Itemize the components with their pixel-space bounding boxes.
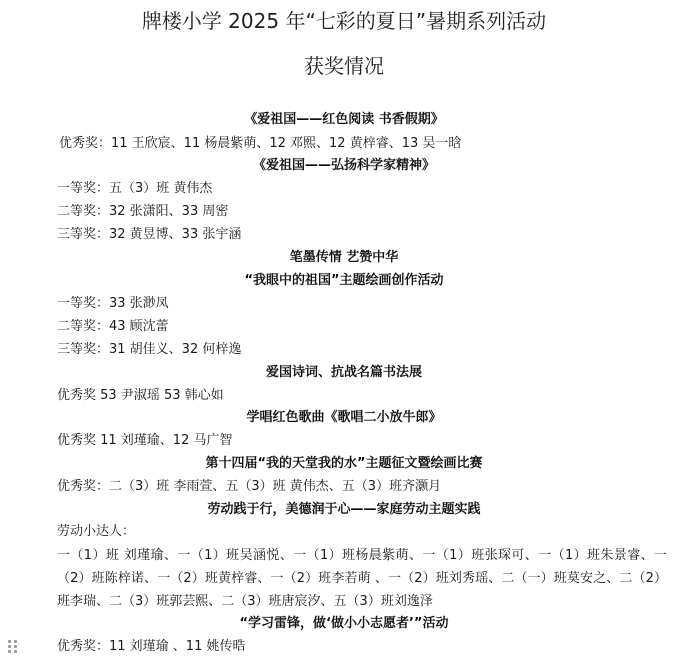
award-line: 优秀奖：11 王欣宸、11 杨晨紫萌、12 邓熙、12 黄梓睿、13 吴一晗 [59,136,462,151]
award-line: 劳动小达人： [57,524,136,539]
drag-handle-icon[interactable] [8,640,18,654]
award-line: 二等奖：32 张潇阳、33 周密 [57,204,229,219]
document-title: 牌楼小学 2025 年“七彩的夏日”暑期系列活动 [141,9,547,33]
section-heading-painting: “我眼中的祖国”主题绘画创作活动 [244,273,444,288]
section-heading-labor-practice: 劳动践于行，美德润于心——家庭劳动主题实践 [207,502,481,517]
award-line: 三等奖：31 胡佳义、32 何梓逸 [57,342,242,357]
award-paragraph: 一（1）班 刘瑾瑜、一（1）班吴涵悦、一（1）班杨晨紫萌、一（1）班张琛可、一（1）班朱景睿、一（2）班陈梓诺、一（2）班黄梓睿、一（2）班李若萌 、一（2）班刘秀瑶、二（一）班莫安之、二（2）班李瑞、二（3）班郭芸熙、二（3）班唐宸汐、五（3）班刘逸泽 [57,548,667,609]
section-heading-calligraphy-art: 笔墨传情 艺赞中华 [289,250,399,265]
award-line: 优秀奖：二（3）班 李雨萱、五（3）班 黄伟杰、五（3）班齐灏月 [57,479,442,494]
section-heading-science-spirit: 《爱祖国——弘扬科学家精神》 [252,158,435,173]
award-line: 二等奖：43 顾沈蕾 [57,319,169,334]
section-heading-red-songs: 学唱红色歌曲《歌唱二小放牛郎》 [246,410,442,425]
award-line: 三等奖：32 黄昱博、33 张宇涵 [57,227,242,242]
award-line: 一等奖：33 张渺凤 [57,296,169,311]
section-heading-essay-contest: 第十四届“我的天堂我的水”主题征文暨绘画比赛 [205,456,483,471]
section-heading-red-reading: 《爱祖国——红色阅读 书香假期》 [244,112,444,127]
award-line: 优秀奖 53 尹淑瑶 53 韩心如 [57,388,224,403]
section-heading-calligraphy-exhibit: 爱国诗词、抗战名篇书法展 [265,365,422,380]
section-heading-volunteer: “学习雷锋，做‘做小小志愿者’”活动 [239,616,449,631]
award-line: 优秀奖：11 刘瑾瑜 、11 姚传晧 [57,639,246,654]
award-line: 一等奖：五（3）班 黄伟杰 [57,181,213,196]
document-subtitle: 获奖情况 [304,54,384,78]
award-line: 优秀奖 11 刘瑾瑜、12 马广智 [57,433,233,448]
